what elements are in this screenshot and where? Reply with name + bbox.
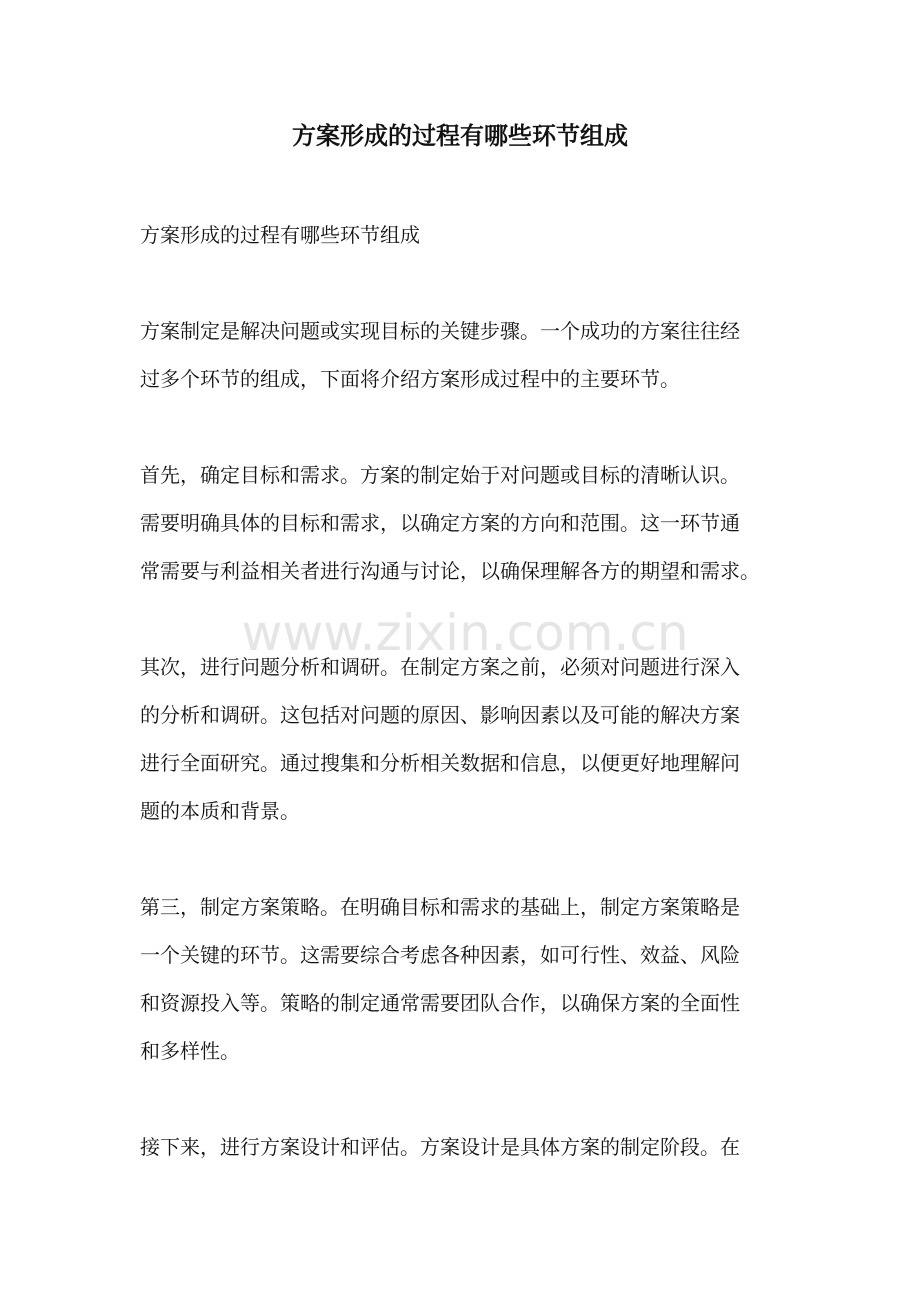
paragraph-next-step — [140, 1123, 790, 1171]
paragraph-line: 一个关键的环节。这需要综合考虑各种因素，如可行性、效益、风险 — [140, 943, 740, 967]
paragraph-first-step — [140, 451, 790, 595]
paragraph-line: 第三，制定方案策略。在明确目标和需求的基础上，制定方案策略是 — [140, 895, 740, 919]
paragraph-line: 的分析和调研。这包括对问题的原因、影响因素以及可能的解决方案 — [140, 703, 740, 727]
watermark-text: www.zixin.com.cn — [241, 604, 689, 662]
paragraph-line: 接下来，进行方案设计和评估。方案设计是具体方案的制定阶段。在 — [140, 1135, 740, 1159]
paragraph-line: 常需要与利益相关者进行沟通与讨论，以确保理解各方的期望和需求。 — [140, 559, 760, 583]
paragraph-line: 方案制定是解决问题或实现目标的关键步骤。一个成功的方案往往经 — [140, 319, 740, 343]
paragraph-line: 过多个环节的组成，下面将介绍方案形成过程中的主要环节。 — [140, 367, 680, 391]
paragraph-line: 其次，进行问题分析和调研。在制定方案之前，必须对问题进行深入 — [140, 655, 740, 679]
paragraph-line: 进行全面研究。通过搜集和分析相关数据和信息，以便更好地理解问 — [140, 751, 740, 775]
paragraph-line: 首先，确定目标和需求。方案的制定始于对问题或目标的清晰认识。 — [140, 463, 740, 487]
paragraph-line: 需要明确具体的目标和需求，以确定方案的方向和范围。这一环节通 — [140, 511, 740, 535]
paragraph-line: 和多样性。 — [140, 1039, 240, 1063]
paragraph-intro — [140, 307, 790, 403]
paragraph-line: 和资源投入等。策略的制定通常需要团队合作，以确保方案的全面性 — [140, 991, 740, 1015]
paragraph-second-step — [140, 643, 790, 835]
paragraph-line: 题的本质和背景。 — [140, 799, 300, 823]
document-title: 方案形成的过程有哪些环节组成 — [292, 121, 628, 150]
paragraph-third-step — [140, 883, 790, 1075]
document-subtitle: 方案形成的过程有哪些环节组成 — [140, 223, 420, 247]
